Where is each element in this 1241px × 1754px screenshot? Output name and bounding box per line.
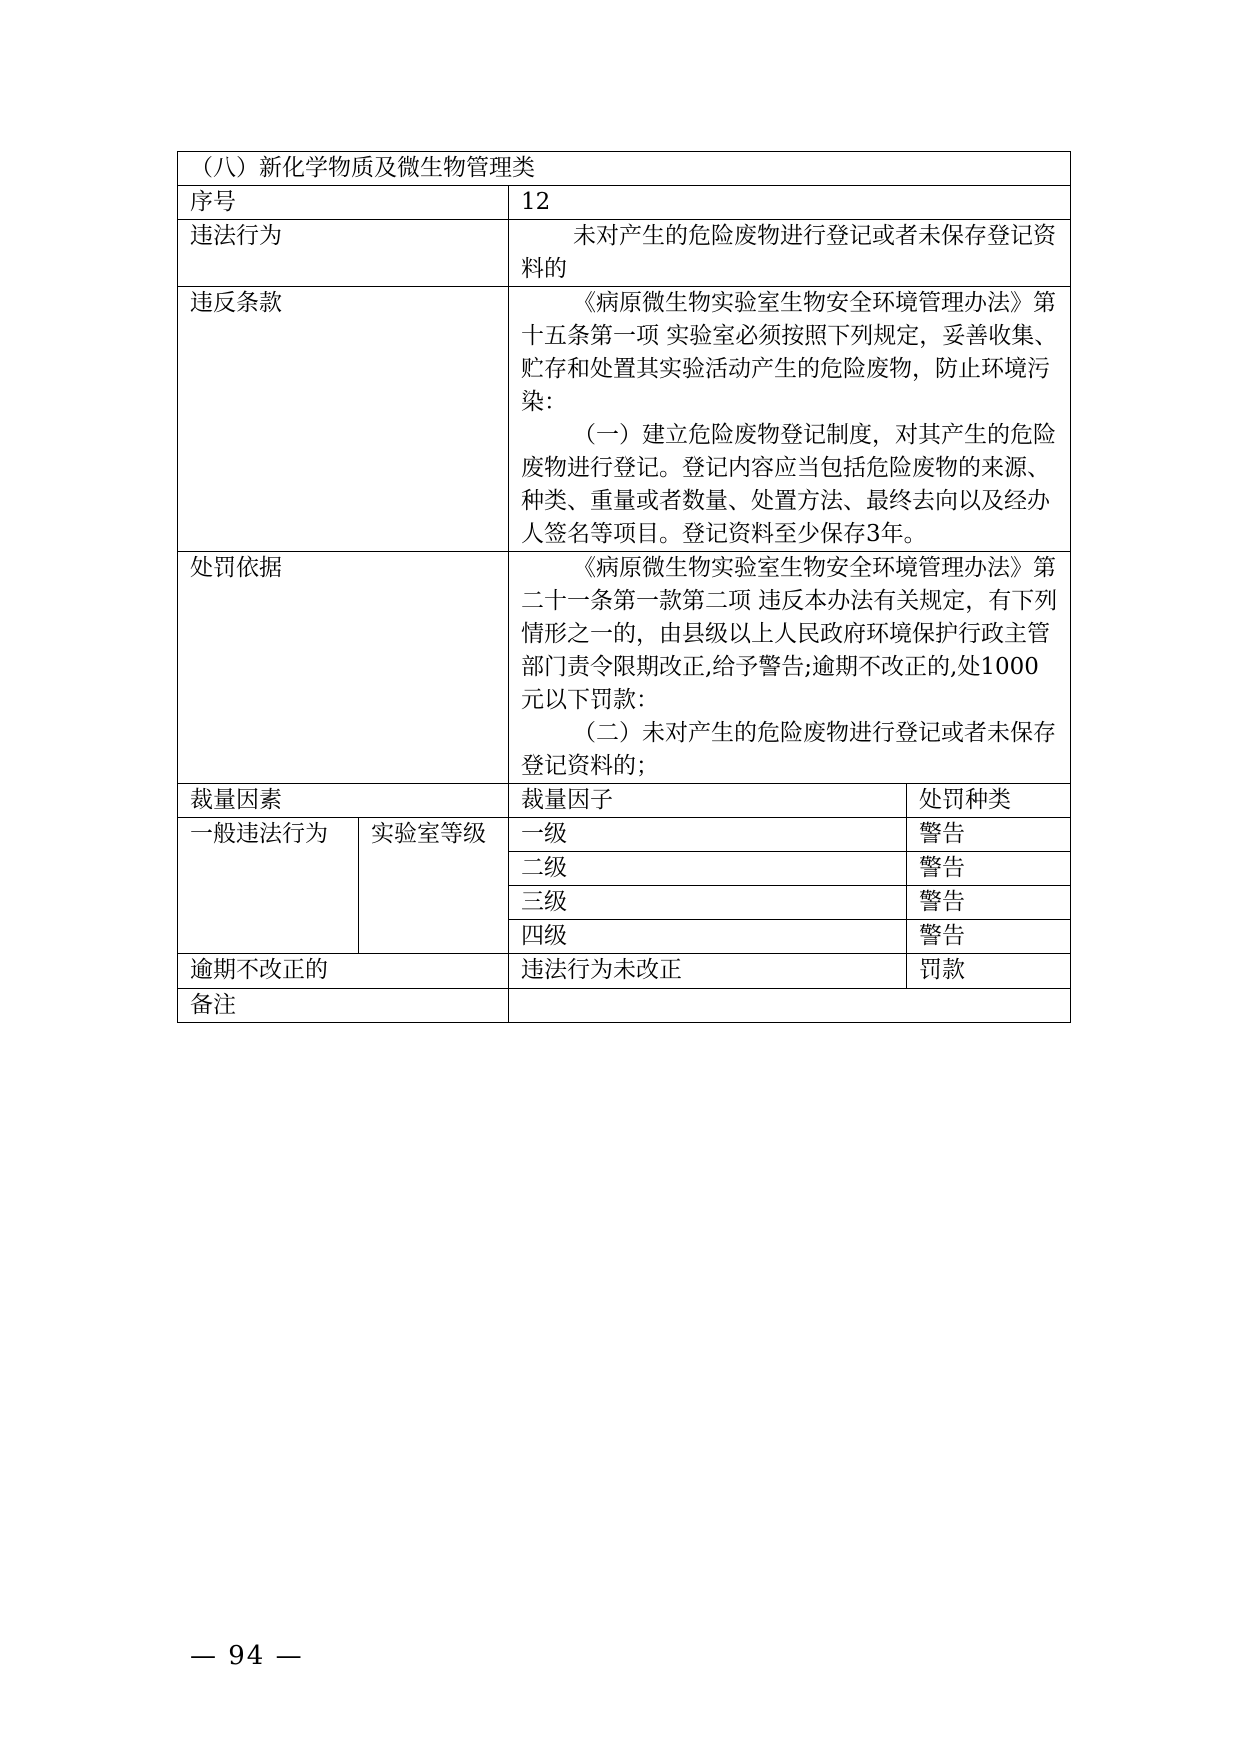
penalty-basis-label: 处罚依据 xyxy=(178,552,509,784)
penalty-cell: 警告 xyxy=(907,852,1071,886)
violation-label: 违法行为 xyxy=(178,220,509,287)
remarks-value xyxy=(509,989,1071,1023)
overdue-factor: 违法行为未改正 xyxy=(509,954,907,989)
penalty-basis-paragraph: 《病原微生物实验室生物安全环境管理办法》第二十一条第一款第二项 违反本办法有关规定，有下列情形之一的，由县级以上人民政府环境保护行政主管部门责令限期改正,给予警告;逾期不改正的,处1000元以下罚款： xyxy=(521,555,1058,713)
serial-label: 序号 xyxy=(178,186,509,220)
violated-clause-paragraph: （一）建立危险废物登记制度，对其产生的危险废物进行登记。登记内容应当包括危险废物的来源、种类、重量或者数量、处置方法、最终去向以及经办人签名等项目。登记资料至少保存3年。 xyxy=(521,422,1056,547)
penalty-col-header: 处罚种类 xyxy=(907,784,1071,818)
penalty-basis-paragraph: （二）未对产生的危险废物进行登记或者未保存登记资料的； xyxy=(521,720,1056,779)
violation-text: 未对产生的危险废物进行登记或者未保存登记资料的 xyxy=(521,223,1056,282)
factor-cell: 三级 xyxy=(509,886,907,920)
general-violation-label: 一般违法行为 xyxy=(178,818,359,954)
page-number: — 94 — xyxy=(190,1641,304,1671)
violation-cell xyxy=(509,220,1071,287)
penalty-cell: 警告 xyxy=(907,818,1071,852)
violated-clause-cell xyxy=(509,287,1071,552)
penalty-basis-cell xyxy=(509,552,1071,784)
violated-clause-label: 违反条款 xyxy=(178,287,509,552)
penalty-table xyxy=(177,151,1071,1023)
factor-col-header: 裁量因子 xyxy=(509,784,907,818)
factor-cell: 一级 xyxy=(509,818,907,852)
overdue-penalty: 罚款 xyxy=(907,954,1071,989)
factor-cell: 二级 xyxy=(509,852,907,886)
serial-value: 12 xyxy=(509,186,1071,220)
section-title: （八）新化学物质及微生物管理类 xyxy=(178,152,1071,186)
penalty-cell: 警告 xyxy=(907,886,1071,920)
factor-cell: 四级 xyxy=(509,920,907,954)
lab-grade-label: 实验室等级 xyxy=(359,818,509,954)
factor-label: 裁量因素 xyxy=(178,784,509,818)
remarks-label: 备注 xyxy=(178,989,509,1023)
violated-clause-paragraph: 《病原微生物实验室生物安全环境管理办法》第十五条第一项 实验室必须按照下列规定，妥善收集、贮存和处置其实验活动产生的危险废物，防止环境污染： xyxy=(521,290,1058,415)
overdue-label: 逾期不改正的 xyxy=(178,954,509,989)
penalty-cell: 警告 xyxy=(907,920,1071,954)
